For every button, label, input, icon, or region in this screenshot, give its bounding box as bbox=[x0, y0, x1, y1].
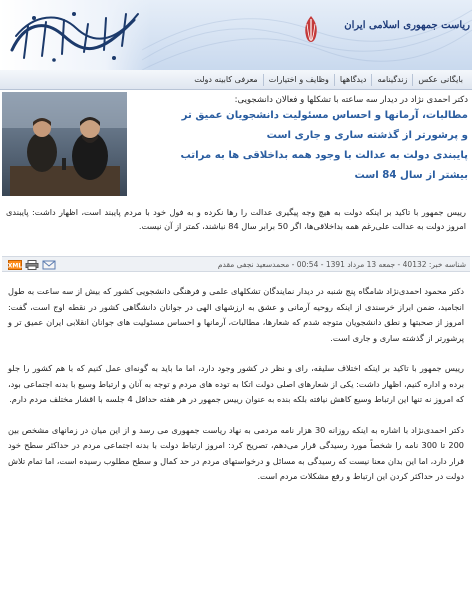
article-kicker: دکتر احمدی نژاد در دیدار سه ساعته با تشکلها و فعالان دانشجویی: bbox=[234, 95, 468, 105]
article-headline-line[interactable]: پایبندی دولت به عدالت با وجود همه بداخلاقی ها به مراتب bbox=[180, 150, 468, 161]
calligraphy-logo bbox=[4, 6, 144, 64]
article-tools bbox=[8, 260, 56, 270]
site-title[interactable]: ریاست جمهوری اسلامی ایران bbox=[344, 20, 470, 31]
print-icon[interactable] bbox=[25, 260, 39, 270]
nav-viewpoints[interactable]: دیدگاهها bbox=[334, 74, 372, 86]
article-paragraph: رییس جمهور با تاکید بر اینکه اختلاف سلیقه، رای و نظر در کشور وجود دارد، اما ما باید به گونه‌ای عمل کنیم که با هم کشور را جلو برده و اداره کنیم، اظهار داشت: یکی از شعارهای اصلی دولت اتکا به توده های مردم و توجه به آنان و ارتباط وسیع با بدنه اجتماعی بود، که امروز نه تنها این ارتباط وسیع کاهش نیافته بلکه بنده به عنوان رییس جمهور در هر هفته حداقل 4 جلسه با اقشار مختلف مردم دارم. bbox=[8, 363, 464, 404]
nav-photo-archive[interactable]: بایگانی عکس bbox=[412, 74, 468, 86]
xml-feed-icon[interactable] bbox=[8, 260, 22, 270]
nav-cabinet[interactable]: معرفی کابینه دولت bbox=[194, 74, 258, 84]
article-top bbox=[0, 92, 472, 200]
article-meta: شناسه خبر: 40132 - جمعه 13 مرداد 1391 - 00:54 - محمدسعید نجفی مقدم bbox=[217, 260, 466, 269]
article-photo[interactable] bbox=[2, 92, 127, 196]
iran-emblem-icon bbox=[298, 14, 324, 44]
article-body bbox=[8, 284, 464, 500]
header-calligraphy-area bbox=[0, 0, 150, 70]
article-lead: رییس جمهور با تاکید بر اینکه دولت به هیچ وجه پیگیری عدالت را رها نکرده و به فول خود با مردم پایبند است، اظهار داشت: پایبندی امروز دولت به عدالت علی‌رغم همه بداخلاقی‌ها، اگر 50 برابر سال 84 نباشند، کمتر از آن نیست. bbox=[6, 207, 466, 231]
site-header bbox=[0, 0, 472, 70]
main-nav bbox=[0, 70, 472, 90]
headline-box bbox=[132, 94, 468, 186]
article-paragraph: دکتر احمدی‌نژاد با اشاره به اینکه روزانه 30 هزار نامه مردمی به نهاد ریاست جمهوری می رسد و از این میان در زمانهای مشخص بین 200 تا 300 نامه را شخصاً مورد رسیدگی قرار می‌دهم، تصریح کرد: امروز ارتباط دولت با بدنه اجتماعی مردم در حداکثر سطح خود قرار دارد، اما این بدان معنا نیست که رسیدگی به مسائل و درخواستهای مردم در حد کمال و سطح مطلوب رسیده است، اما تمام تلاش دولت در حداکثر کردن این ارتباط و رفع مشکلات مردم است. bbox=[8, 424, 465, 481]
article-headline-line[interactable]: بیشتر از سال 84 است bbox=[354, 170, 468, 181]
nav-biography[interactable]: زندگینامه bbox=[371, 74, 412, 86]
svg-text:XML: XML bbox=[8, 262, 22, 270]
article-headline-line[interactable]: و پرشورتر از گذشته ساری و جاری است bbox=[266, 130, 468, 141]
email-icon[interactable] bbox=[42, 260, 56, 270]
article-paragraph: دکتر محمود احمدی‌نژاد شامگاه پنج شنبه در دیدار نمایندگان تشکلهای علمی و فرهنگی دانشجویی کشور که بیش از سه ساعت به طول انجامید، ضمن ابراز خرسندی از اینکه روحیه آرمانی و عشق به ارزشهای الهی در جوانان دانشگاهی کشور در نقطه اوج است، گفت: امروز از صحبتها و نطق دانشجویان متوجه شدم که شعارها، مطالبات، آرمانها و احساس مسئولیت های جوانان انقلابی ایران عمیق تر و پرشورتر از گذشته ساری و جاری است. bbox=[8, 286, 464, 343]
article-headline-line[interactable]: مطالبات، آرمانها و احساس مسئولیت دانشجویان عمیق تر bbox=[181, 110, 468, 121]
nav-duties[interactable]: وظایف و اختیارات bbox=[263, 74, 334, 86]
photo-illustration bbox=[2, 92, 127, 196]
article-meta-bar bbox=[2, 256, 470, 272]
